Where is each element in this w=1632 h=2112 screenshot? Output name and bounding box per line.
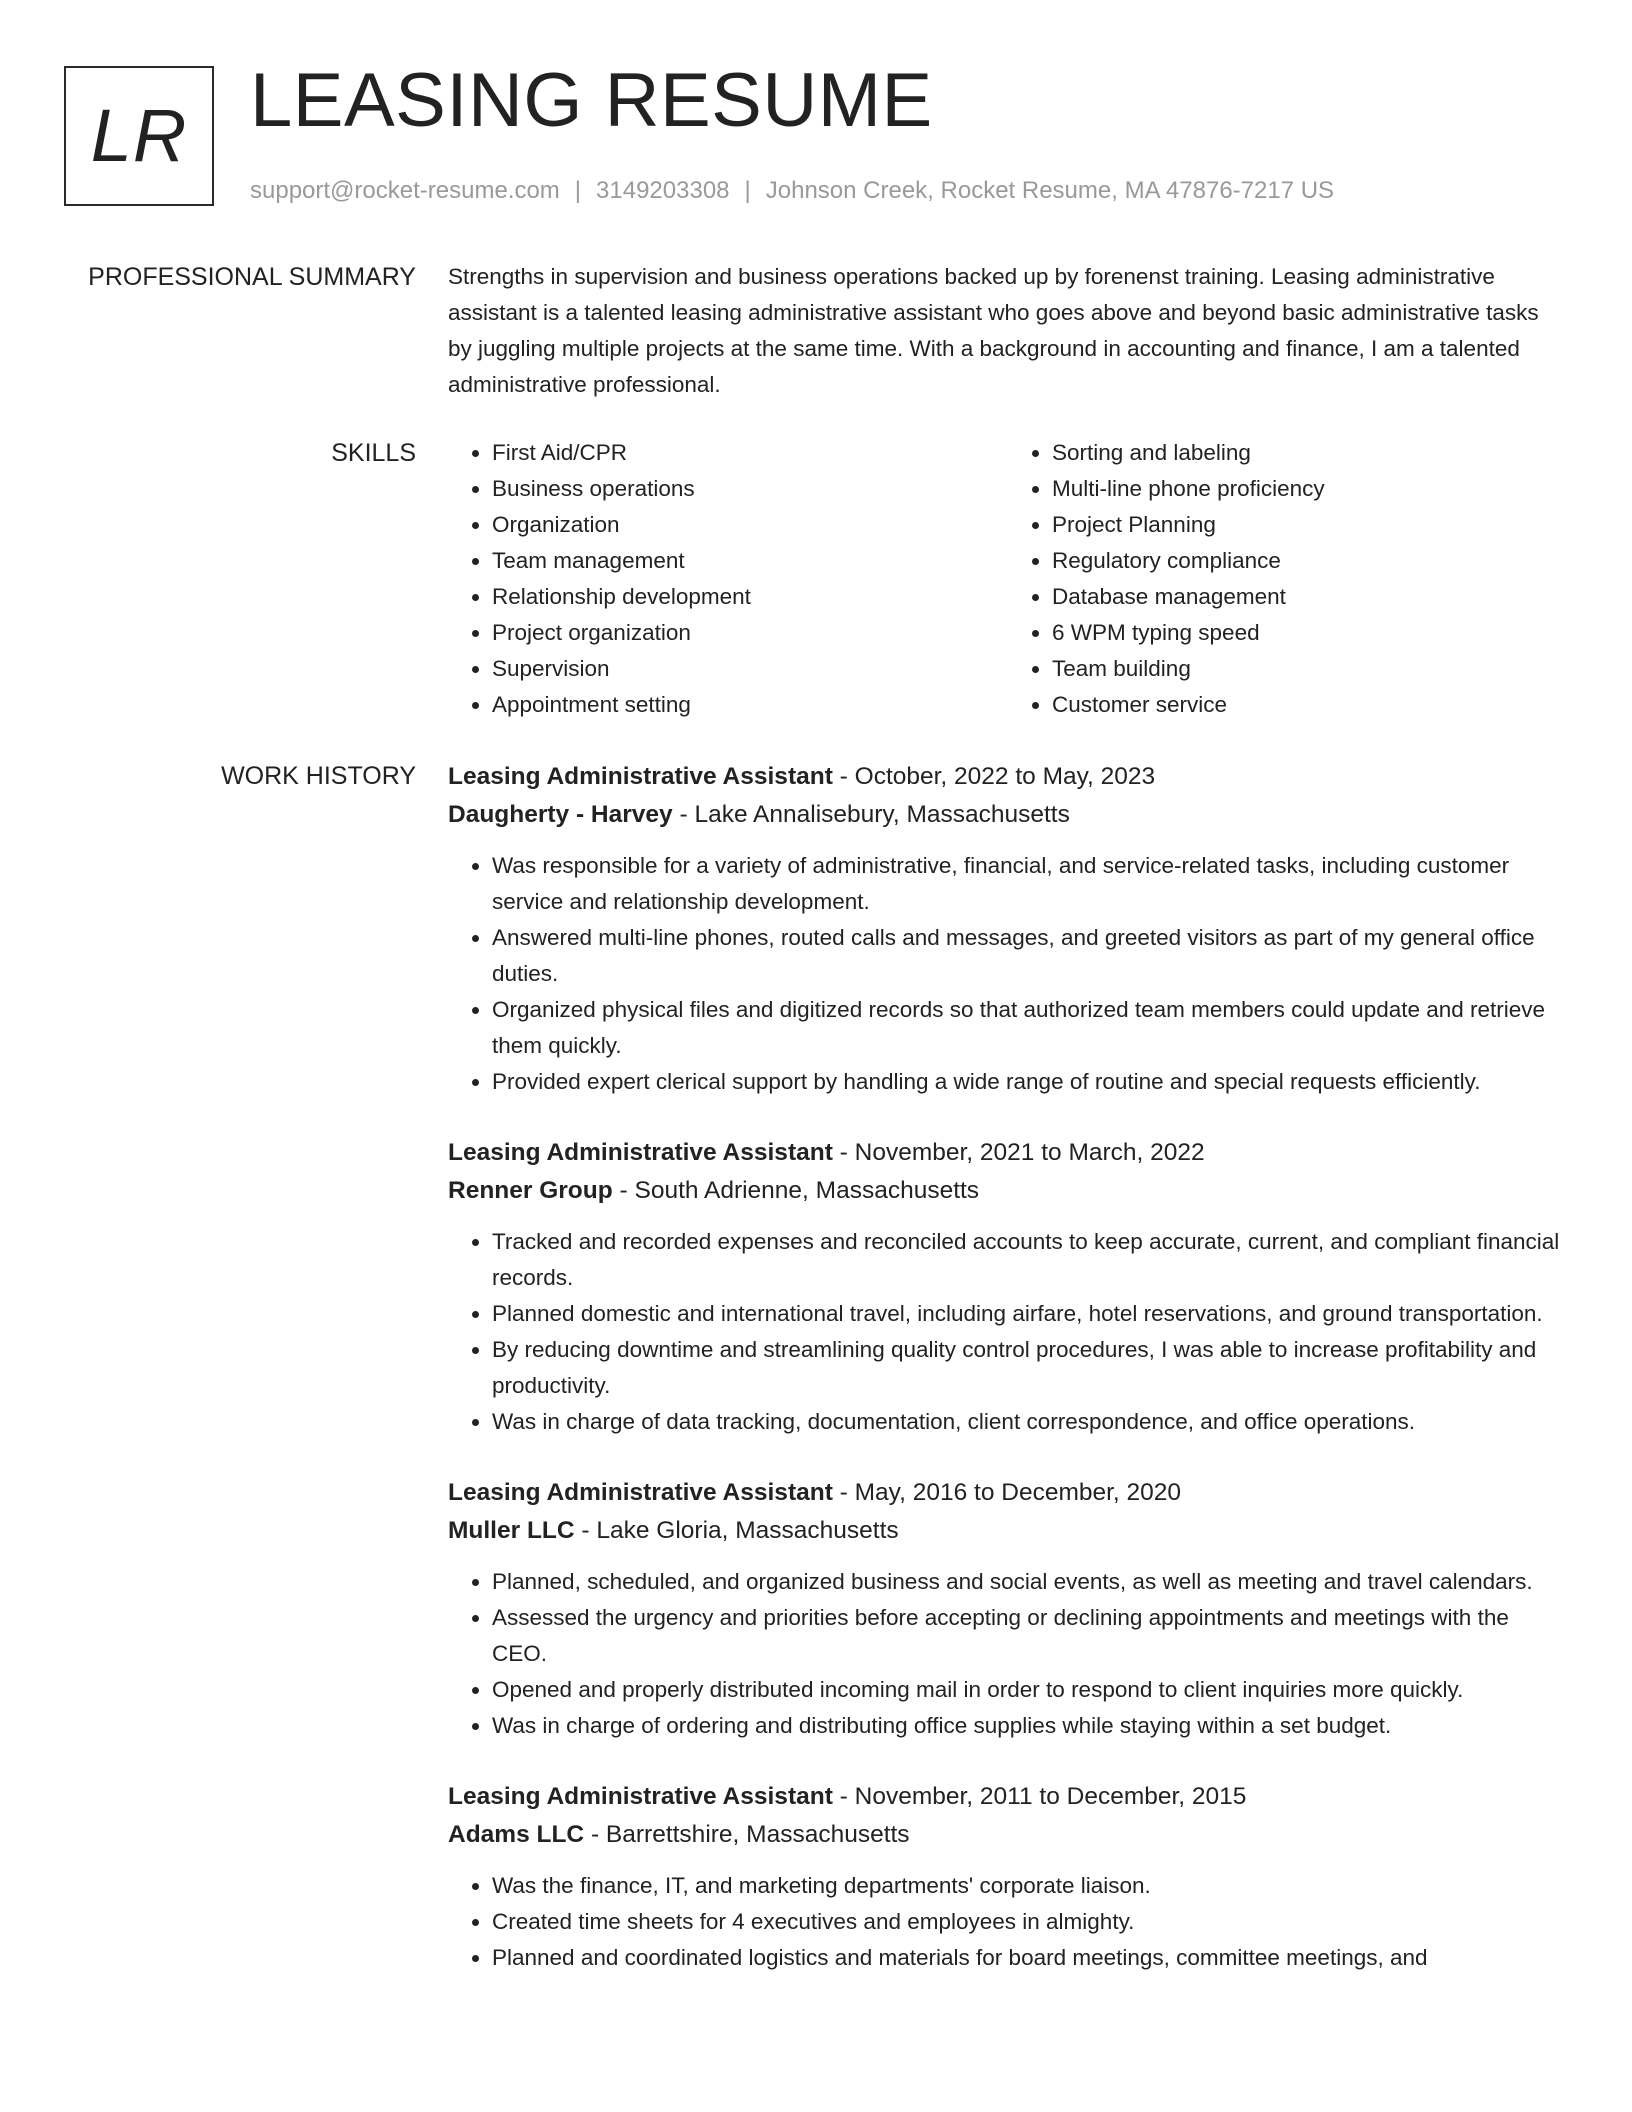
job-company-line	[448, 796, 1568, 834]
job-bullet-list	[448, 848, 1568, 1100]
summary-heading: PROFESSIONAL SUMMARY	[88, 263, 416, 291]
skills-columns	[448, 435, 1568, 723]
job-location: - Lake Gloria, Massachusetts	[574, 1517, 899, 1544]
job-dates: - May, 2016 to December, 2020	[832, 1479, 1182, 1506]
job-dates: - October, 2022 to May, 2023	[832, 763, 1156, 790]
contact-phone: 3149203308	[596, 177, 730, 204]
job-company: Adams LLC	[448, 1821, 585, 1848]
job-entry	[448, 758, 1568, 1100]
skill-item: • Database management	[1052, 579, 1568, 615]
job-bullet: • Opened and properly distributed incoming mail in order to respond to client inquiries more quickly.	[492, 1672, 1568, 1708]
work-history-heading: WORK HISTORY	[221, 762, 416, 790]
job-title-line	[448, 758, 1568, 796]
resume-title: LEASING RESUME	[250, 58, 933, 143]
job-title-line	[448, 1474, 1568, 1512]
skill-item: • Sorting and labeling	[1052, 435, 1568, 471]
job-location: - Barrettshire, Massachusetts	[584, 1821, 910, 1848]
job-bullet: • Planned and coordinated logistics and materials for board meetings, committee meetings, and	[492, 1940, 1568, 1976]
job-company-line	[448, 1172, 1568, 1210]
job-entry	[448, 1778, 1568, 1976]
skill-item: • Organization	[492, 507, 1008, 543]
job-bullet: • Tracked and recorded expenses and reconciled accounts to keep accurate, current, and compliant financial records.	[492, 1224, 1568, 1296]
job-title-line	[448, 1778, 1568, 1816]
job-bullet-list	[448, 1564, 1568, 1744]
skills-list-left	[448, 435, 1008, 723]
skills-heading: SKILLS	[331, 439, 416, 467]
job-company: Muller LLC	[448, 1517, 575, 1544]
skill-item: • Business operations	[492, 471, 1008, 507]
skill-item: • Multi-line phone proficiency	[1052, 471, 1568, 507]
job-bullet: • Created time sheets for 4 executives and employees in almighty.	[492, 1904, 1568, 1940]
job-bullet: • Was in charge of data tracking, documentation, client correspondence, and office operations.	[492, 1404, 1568, 1440]
summary-text: Strengths in supervision and business operations backed up by forenenst training. Leasing administrative assistant is a talented leasing administrative assistant who goes above and beyond basic administrative tasks by juggling multiple projects at the same time. With a background in accounting and finance, I am a talented administrative professional.	[448, 264, 1539, 397]
summary-body	[448, 259, 1568, 403]
skills-body	[448, 435, 1568, 723]
contact-separator: |	[574, 177, 582, 204]
job-bullet: • Organized physical files and digitized records so that authorized team members could update and retrieve them quickly.	[492, 992, 1568, 1064]
job-title: Leasing Administrative Assistant	[448, 1139, 833, 1166]
job-bullet: • By reducing downtime and streamlining quality control procedures, I was able to increase profitability and productivity.	[492, 1332, 1568, 1404]
job-bullet: • Was responsible for a variety of administrative, financial, and service-related tasks, including customer service and relationship development.	[492, 848, 1568, 920]
job-bullet: • Planned domestic and international travel, including airfare, hotel reservations, and ground transportation.	[492, 1296, 1568, 1332]
contact-email: support@rocket-resume.com	[250, 177, 560, 204]
job-dates: - November, 2011 to December, 2015	[832, 1783, 1247, 1810]
contact-separator: |	[744, 177, 751, 204]
job-bullet-list	[448, 1868, 1568, 1976]
monogram-box	[64, 66, 214, 206]
job-title: Leasing Administrative Assistant	[448, 763, 833, 790]
job-bullet-list	[448, 1224, 1568, 1440]
skill-item: • First Aid/CPR	[492, 435, 1008, 471]
job-title-line	[448, 1134, 1568, 1172]
work-history-body	[448, 758, 1568, 2010]
skill-item: • Regulatory compliance	[1052, 543, 1568, 579]
job-bullet: • Provided expert clerical support by handling a wide range of routine and special requests efficiently.	[492, 1064, 1568, 1100]
job-bullet: • Was the finance, IT, and marketing departments' corporate liaison.	[492, 1868, 1568, 1904]
contact-address: Johnson Creek, Rocket Resume, MA 47876-7217 US	[765, 177, 1335, 204]
skill-item: • Team management	[492, 543, 1008, 579]
job-bullet: • Was in charge of ordering and distributing office supplies while staying within a set budget.	[492, 1708, 1568, 1744]
skill-item: • Relationship development	[492, 579, 1008, 615]
job-entry	[448, 1474, 1568, 1744]
monogram-initials: LR	[90, 94, 188, 177]
skill-item: • 6 WPM typing speed	[1052, 615, 1568, 651]
job-company: Renner Group	[448, 1177, 613, 1204]
job-location: - South Adrienne, Massachusetts	[612, 1177, 980, 1204]
job-bullet: • Assessed the urgency and priorities before accepting or declining appointments and meetings with the CEO.	[492, 1600, 1568, 1672]
job-company: Daugherty - Harvey	[448, 801, 673, 828]
job-title: Leasing Administrative Assistant	[448, 1783, 833, 1810]
job-bullet: • Planned, scheduled, and organized business and social events, as well as meeting and travel calendars.	[492, 1564, 1568, 1600]
contact-line	[250, 174, 1334, 208]
job-location: - Lake Annalisebury, Massachusetts	[672, 801, 1070, 828]
skill-item: • Team building	[1052, 651, 1568, 687]
skill-item: • Supervision	[492, 651, 1008, 687]
skill-item: • Project Planning	[1052, 507, 1568, 543]
job-bullet: • Answered multi-line phones, routed calls and messages, and greeted visitors as part of my general office duties.	[492, 920, 1568, 992]
job-title: Leasing Administrative Assistant	[448, 1479, 833, 1506]
job-company-line	[448, 1816, 1568, 1854]
skill-item: • Project organization	[492, 615, 1008, 651]
job-dates: - November, 2021 to March, 2022	[832, 1139, 1205, 1166]
skills-list-right	[1008, 435, 1568, 723]
skill-item: • Appointment setting	[492, 687, 1008, 723]
job-company-line	[448, 1512, 1568, 1550]
skill-item: • Customer service	[1052, 687, 1568, 723]
job-entry	[448, 1134, 1568, 1440]
